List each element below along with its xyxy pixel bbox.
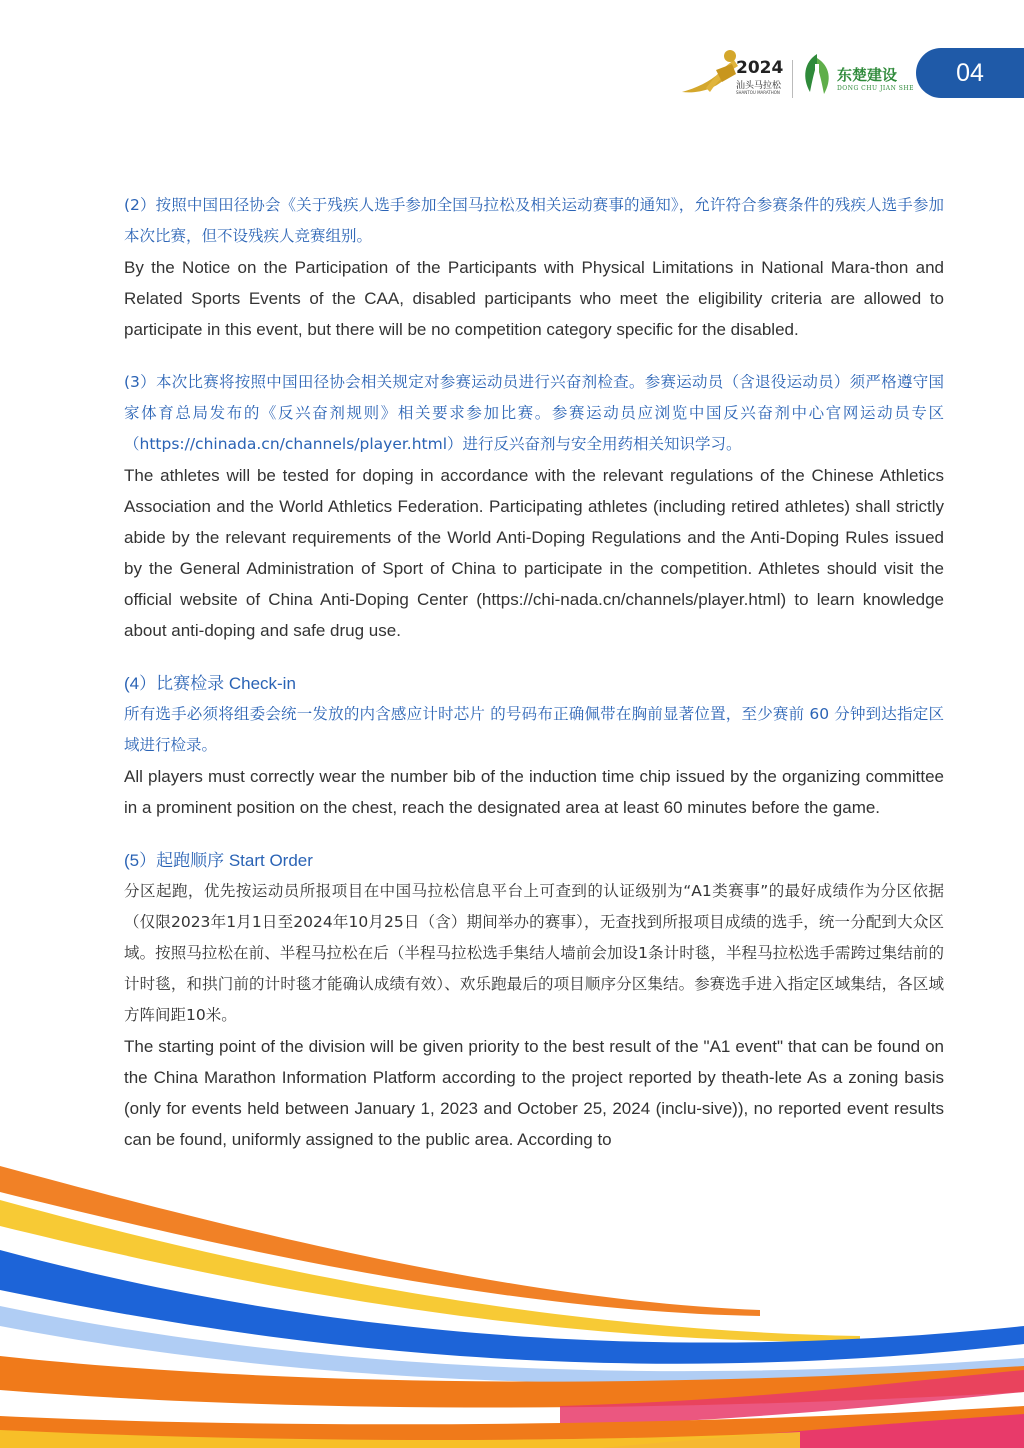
section-5-en: The starting point of the division will be given priority to the best result of the "A1 event" that can be found on the China Marathon Information Platform according to the project reported by theath-lete As a zoning basis (only for events held between January 1, 2023 and October 25, 2024 (inclu-sive)), no reported event results can be found, uniformly assigned to the public area. According to bbox=[124, 1037, 944, 1149]
section-check-in bbox=[124, 668, 944, 823]
section-3-en: The athletes will be tested for doping in accordance with the relevant regulations of the Chinese Athletics Association and the World Athletics Federation. Participating athletes (including retired athletes) shall strictly abide by the relevant requirements of the World Anti-Doping Regulations and the Anti-Doping Rules issued by the General Administration of Sport of China to participate in the competition. Athletes should visit the official website of China Anti-Doping Center (https://chi-nada.cn/channels/player.html) to learn knowledge about anti-doping and safe drug use. bbox=[124, 466, 944, 640]
main-content bbox=[124, 190, 944, 1177]
section-2-en: By the Notice on the Participation of the Participants with Physical Limitations in National Mara-thon and Related Sports Events of the CAA, disabled participants who meet the eligibility criteria are allowed to participate in this event, but there will be no competition category specific for the disabled. bbox=[124, 258, 944, 339]
logo-title-en: SHANTOU MARATHON bbox=[736, 90, 780, 95]
section-start-order bbox=[124, 845, 944, 1155]
section-2-zh: (2）按照中国田径协会《关于残疾人选手参加全国马拉松及相关运动赛事的通知》，允许符合参赛条件的残疾人选手参加本次比赛，但不设残疾人竞赛组别。 bbox=[124, 196, 944, 245]
section-disabled-participants bbox=[124, 190, 944, 345]
dongchu-leaf-icon bbox=[800, 52, 834, 96]
section-4-title: (4）比赛检录 Check-in bbox=[124, 674, 296, 693]
decorative-ribbons bbox=[0, 1130, 1024, 1448]
section-5-title: (5）起跑顺序 Start Order bbox=[124, 851, 313, 870]
sponsor-name-en: DONG CHU JIAN SHE bbox=[837, 85, 914, 92]
page-header bbox=[0, 0, 1024, 110]
page-number-tab: 04 bbox=[916, 48, 1024, 98]
section-4-zh: 所有选手必须将组委会统一发放的内含感应计时芯片 的号码布正确佩带在胸前显著位置，至少赛前 60 分钟到达指定区域进行检录。 bbox=[124, 705, 944, 754]
sponsor-name-zh: 东楚建设 bbox=[837, 66, 898, 84]
logo-divider bbox=[792, 60, 793, 98]
section-3-zh: (3）本次比赛将按照中国田径协会相关规定对参赛运动员进行兴奋剂检查。参赛运动员（含退役运动员）须严格遵守国家体育总局发布的《反兴奋剂规则》相关要求参加比赛。参赛运动员应浏览中国反兴奋剂中心官网运动员专区（https://chinada.cn/channels/player.html）进行反兴奋剂与安全用药相关知识学习。 bbox=[124, 373, 944, 453]
logo-title-zh: 汕头马拉松 bbox=[736, 81, 782, 91]
logo-year: 2024 bbox=[736, 58, 784, 78]
section-doping-test bbox=[124, 367, 944, 646]
section-4-en: All players must correctly wear the number bib of the induction time chip issued by the organizing committee in a prominent position on the chest, reach the designated area at least 60 minutes before the game. bbox=[124, 767, 944, 817]
section-5-zh: 分区起跑，优先按运动员所报项目在中国马拉松信息平台上可查到的认证级别为“A1类赛事”的最好成绩作为分区依据（仅限2023年1月1日至2024年10月25日（含）期间举办的赛事），无查找到所报项目成绩的选手，统一分配到大众区域。按照马拉松在前、半程马拉松在后（半程马拉松选手集结人墙前会加设1条计时毯，半程马拉松选手需跨过集结前的计时毯，和拱门前的计时毯才能确认成绩有效）、欢乐跑最后的项目顺序分区集结。参赛选手进入指定区域集结，各区域方阵间距10米。 bbox=[124, 882, 944, 1024]
